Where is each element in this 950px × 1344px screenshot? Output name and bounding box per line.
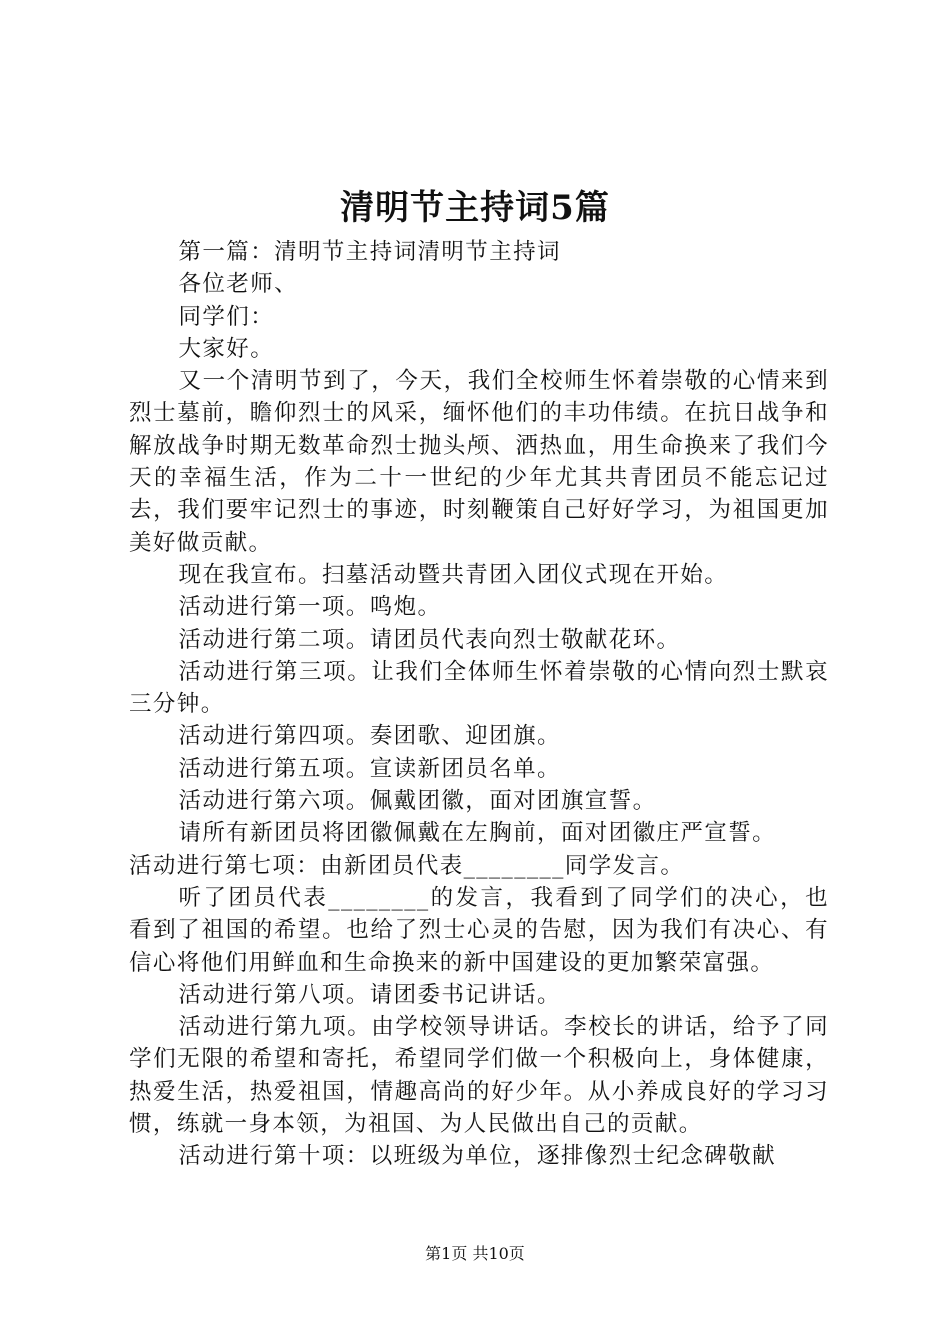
paragraph: 同学们： bbox=[178, 303, 275, 330]
page-number-footer: 第1页 共10页 bbox=[425, 1244, 525, 1263]
paragraph: 活动进行第九项。由学校领导讲话。李校长的讲话，给予了同学们无限的希望和寄托，希望同学们做一个积极向上，身体健康，热爱生活，热爱祖国，情趣高尚的好少年。从小养成良好的学习习惯，练就一身本领，为祖国、为人民做出自己的贡献。 bbox=[129, 1014, 829, 1138]
paragraph: 活动进行第一项。鸣炮。 bbox=[178, 594, 442, 621]
paragraph: 活动进行第二项。请团员代表向烈士敬献花环。 bbox=[178, 626, 681, 653]
paragraph: 活动进行第五项。宣读新团员名单。 bbox=[178, 755, 561, 782]
paragraph: 活动进行第三项。让我们全体师生怀着崇敬的心情向烈士默哀三分钟。 bbox=[129, 658, 829, 718]
paragraph: 听了团员代表________的发言，我看到了同学们的决心，也看到了祖国的希望。也给了烈士心灵的告慰，因为我们有决心、有信心将他们用鲜血和生命换来的新中国建设的更加繁荣富强。 bbox=[129, 884, 829, 976]
paragraph: 请所有新团员将团徽佩戴在左胸前，面对团徽庄严宣誓。 bbox=[178, 820, 777, 847]
paragraph: 活动进行第十项：以班级为单位，逐排像烈士纪念碑敬献 bbox=[178, 1143, 777, 1170]
document-body bbox=[129, 236, 829, 1173]
paragraph: 活动进行第七项：由新团员代表________同学发言。 bbox=[129, 852, 685, 879]
document-title: 清明节主持词5篇 bbox=[340, 188, 610, 228]
paragraph: 现在我宣布。扫墓活动暨共青团入团仪式现在开始。 bbox=[178, 561, 729, 588]
paragraph: 活动进行第四项。奏团歌、迎团旗。 bbox=[178, 723, 561, 750]
paragraph: 活动进行第八项。请团委书记讲话。 bbox=[178, 981, 561, 1008]
paragraph: 活动进行第六项。佩戴团徽，面对团旗宣誓。 bbox=[178, 788, 657, 815]
paragraph: 大家好。 bbox=[178, 335, 275, 362]
paragraph: 第一篇：清明节主持词清明节主持词 bbox=[178, 239, 561, 265]
paragraph: 又一个清明节到了，今天，我们全校师生怀着崇敬的心情来到烈士墓前，瞻仰烈士的风采，缅怀他们的丰功伟绩。在抗日战争和解放战争时期无数革命烈士抛头颅、洒热血，用生命换来了我们今天的幸福生活，作为二十一世纪的少年尤其共青团员不能忘记过去，我们要牢记烈士的事迹，时刻鞭策自己好好学习，为祖国更加美好做贡献。 bbox=[129, 368, 829, 556]
paragraph: 各位老师、 bbox=[178, 271, 299, 298]
